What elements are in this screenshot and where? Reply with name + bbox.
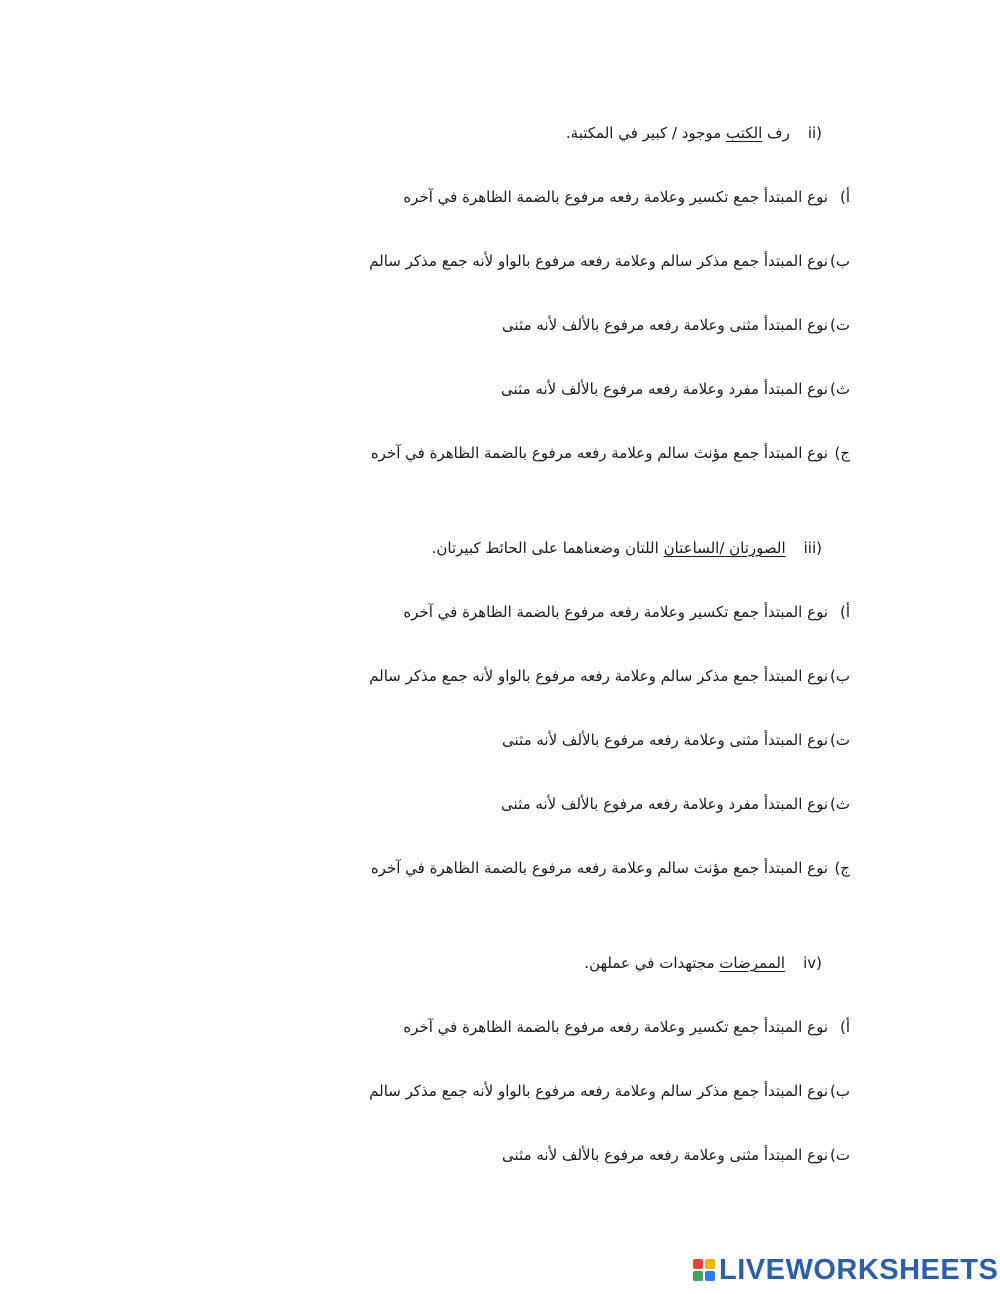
option-t[interactable]: [502, 730, 850, 750]
option-th[interactable]: [501, 794, 850, 814]
question-number: iii): [803, 539, 822, 557]
logo-square-blue: [705, 1271, 715, 1281]
option-text: نوع المبتدأ جمع تكسير وعلامة رفعه مرفوع بالضمة الظاهرة في آخره: [403, 1018, 828, 1036]
option-text: نوع المبتدأ جمع مذكر سالم وعلامة رفعه مرفوع بالواو لأنه جمع مذكر سالم: [369, 1082, 828, 1100]
option-j[interactable]: [371, 858, 850, 878]
liveworksheets-logo[interactable]: [693, 1255, 998, 1285]
option-b[interactable]: [369, 251, 850, 271]
option-a[interactable]: [403, 602, 850, 622]
question-iv-sentence: iv)الممرضات مجتهدات في عملهن.: [584, 954, 822, 972]
option-letter: أ): [839, 603, 850, 621]
option-text: نوع المبتدأ جمع تكسير وعلامة رفعه مرفوع بالضمة الظاهرة في آخره: [403, 603, 828, 621]
option-text: نوع المبتدأ جمع مؤنث سالم وعلامة رفعه مرفوع بالضمة الظاهرة في آخره: [370, 859, 828, 877]
option-text: نوع المبتدأ جمع مؤنث سالم وعلامة رفعه مرفوع بالضمة الظاهرة في آخره: [370, 444, 828, 462]
option-text: نوع المبتدأ جمع تكسير وعلامة رفعه مرفوع بالضمة الظاهرة في آخره: [403, 188, 828, 206]
option-text: نوع المبتدأ مثنى وعلامة رفعه مرفوع بالألف لأنه مثنى: [502, 316, 828, 334]
question-number: iv): [803, 954, 822, 972]
option-a[interactable]: [403, 187, 850, 207]
option-th[interactable]: [501, 379, 850, 399]
question-ii-sentence: ii)رف الكتب موجود / كبير في المكتبة.: [565, 124, 822, 142]
liveworksheets-logo-icon: [693, 1259, 715, 1281]
question-iii-sentence: iii)الصورتان /الساعتان اللتان وضعناهما على الحائط كبيرتان.: [431, 539, 822, 557]
option-letter: أ): [839, 188, 850, 206]
option-t[interactable]: [502, 315, 850, 335]
logo-text: LIVEWORKSHEETS: [719, 1253, 999, 1286]
option-text: نوع المبتدأ مفرد وعلامة رفعه مرفوع بالألف لأنه مثنى: [501, 795, 828, 813]
option-letter: ج): [834, 444, 850, 462]
option-b[interactable]: [369, 666, 850, 686]
question-subject: الصورتان /الساعتان: [663, 539, 786, 557]
option-t[interactable]: [502, 1145, 850, 1165]
option-text: نوع المبتدأ مفرد وعلامة رفعه مرفوع بالألف لأنه مثنى: [501, 380, 828, 398]
option-letter: ث): [830, 795, 850, 813]
logo-square-red: [693, 1259, 703, 1269]
logo-square-yellow: [705, 1259, 715, 1269]
option-letter: ب): [830, 667, 850, 685]
option-text: نوع المبتدأ مثنى وعلامة رفعه مرفوع بالألف لأنه مثنى: [502, 1146, 828, 1164]
logo-square-green: [693, 1271, 703, 1281]
option-letter: ج): [834, 859, 850, 877]
option-text: نوع المبتدأ مثنى وعلامة رفعه مرفوع بالألف لأنه مثنى: [502, 731, 828, 749]
question-subject: الممرضات: [719, 954, 786, 972]
option-a[interactable]: [403, 1017, 850, 1037]
option-letter: ث): [830, 380, 850, 398]
question-number: ii): [807, 124, 822, 142]
option-letter: ب): [830, 1082, 850, 1100]
option-text: نوع المبتدأ جمع مذكر سالم وعلامة رفعه مرفوع بالواو لأنه جمع مذكر سالم: [369, 252, 828, 270]
option-letter: ب): [830, 252, 850, 270]
option-letter: ت): [830, 316, 850, 334]
question-subject: الكتب: [725, 124, 763, 142]
option-letter: ت): [830, 731, 850, 749]
option-letter: أ): [839, 1018, 850, 1036]
option-j[interactable]: [371, 443, 850, 463]
option-letter: ت): [830, 1146, 850, 1164]
option-text: نوع المبتدأ جمع مذكر سالم وعلامة رفعه مرفوع بالواو لأنه جمع مذكر سالم: [369, 667, 828, 685]
option-b[interactable]: [369, 1081, 850, 1101]
